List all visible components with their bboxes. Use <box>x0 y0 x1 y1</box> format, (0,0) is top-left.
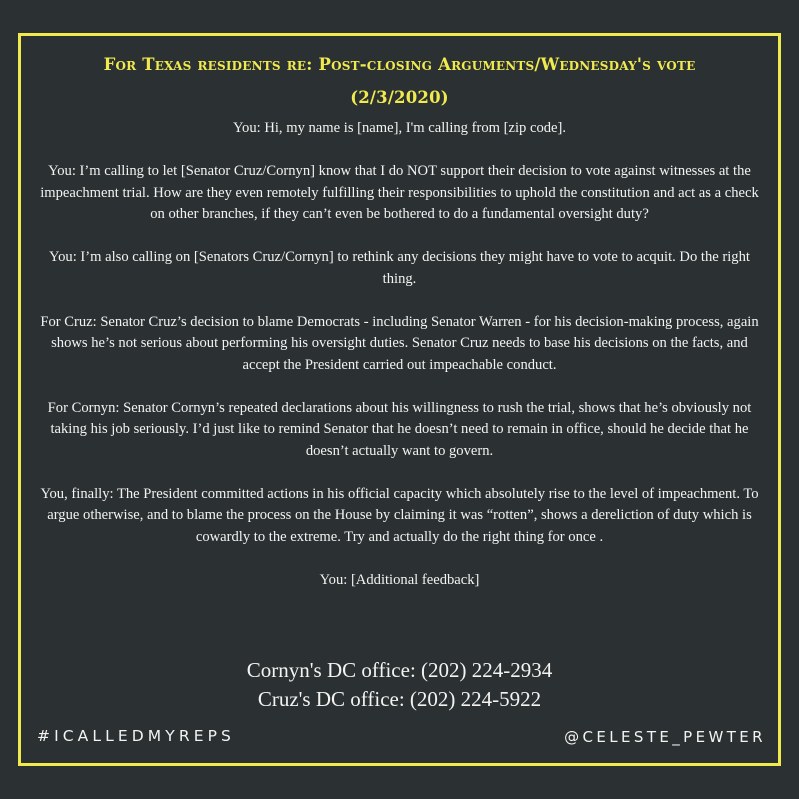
author-handle: @CELESTE_PEWTER <box>564 728 766 746</box>
script-paragraph-cruz: For Cruz: Senator Cruz’s decision to blame Democrats - including Senator Warren - for his decision-making process, again shows he’s not serious about performing his oversight duties. Senator Cruz needs to base his decisions on the facts, and accept the President carried out impeachable conduct. <box>40 313 759 373</box>
page-title <box>30 48 769 114</box>
script-paragraph-acquit: You: I’m also calling on [Senators Cruz/Cornyn] to rethink any decisions they might have to vote to acquit. Do the right thing. <box>49 249 750 287</box>
script-paragraph-cornyn: For Cornyn: Senator Cornyn’s repeated declarations about his willingness to rush the trial, shows that he’s obviously not taking his job seriously. I’d just like to remind Senator that he doesn’t need to remain in office, should he decide that he doesn’t actually want to govern. <box>47 399 752 459</box>
script-paragraph-feedback: You: [Additional feedback] <box>319 571 480 588</box>
script-paragraph-witnesses: You: I’m calling to let [Senator Cruz/Cornyn] know that I do NOT support their decision to vote against witnesses at the impeachment trial. How are they even remotely fulfilling their responsibilities to uphold the constitution and act as a check on other branches, if they can’t even be bothered to do a fundamental oversight duty? <box>40 163 759 222</box>
script-paragraph-finally: You, finally: The President committed actions in his official capacity which absolutely rise to the level of impeachment. To argue otherwise, and to blame the process on the House by claiming it was “rotten”, shows a dereliction of duty which is cowardly to the extreme. Try and actually do the right thing for once . <box>40 485 759 545</box>
title-line-2: (2/3/2020) <box>350 88 449 107</box>
office-phone-numbers <box>30 656 769 714</box>
title-line-1: For Texas residents re: Post-closing Arguments/Wednesday's vote <box>103 55 696 74</box>
call-script <box>36 118 763 591</box>
script-paragraph-intro: You: Hi, my name is [name], I'm calling from [zip code]. <box>232 120 567 136</box>
cruz-office-phone: Cruz's DC office: (202) 224-5922 <box>257 687 542 711</box>
cornyn-office-phone: Cornyn's DC office: (202) 224-2934 <box>246 658 553 682</box>
hashtag: #ICALLEDMYREPS <box>37 727 235 745</box>
